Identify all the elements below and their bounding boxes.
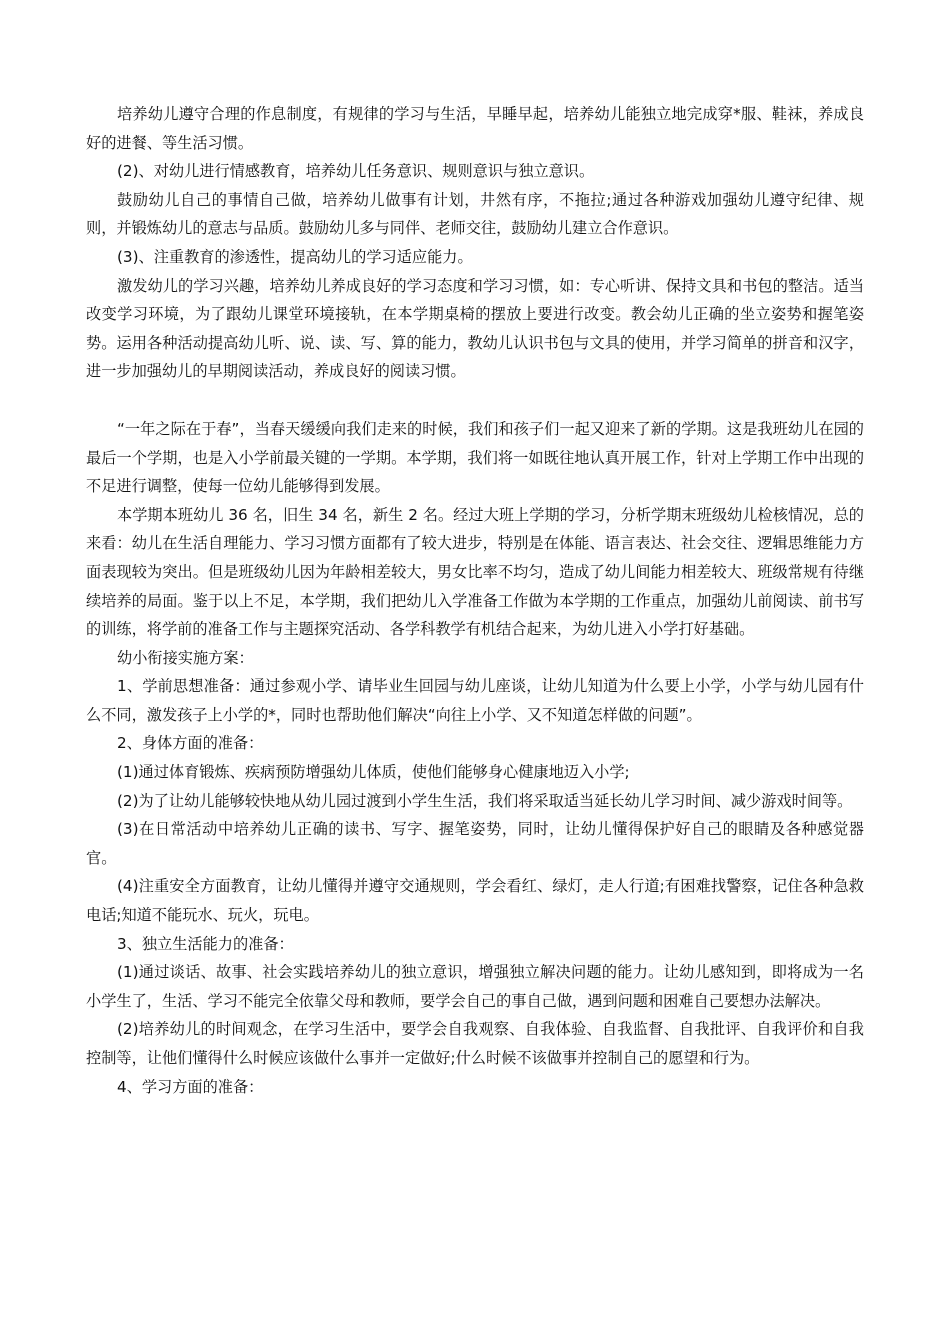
paragraph-learning-habits: 激发幼儿的学习兴趣，培养幼儿养成良好的学习态度和学习习惯，如：专心听讲、保持文具和书包的整洁。适当改变学习环境，为了跟幼儿课堂环境接轨，在本学期桌椅的摆放上要进行改变。教会幼儿正确的坐立姿势和握笔姿势。运用各种活动提高幼儿听、说、读、写、算的能力，教幼儿认识书包与文具的使用，并学习简单的拼音和汉字，进一步加强幼儿的早期阅读活动，养成良好的阅读习惯。 <box>86 276 864 381</box>
paragraph-spring-intro: “一年之际在于春”，当春天缓缓向我们走来的时候，我们和孩子们一起又迎来了新的学期。这是我班幼儿在园的最后一个学期，也是入小学前最关键的一学期。本学期，我们将一如既往地认真开展工作，针对上学期工作中出现的不足进行调整，使每一位幼儿能够得到发展。 <box>86 419 864 496</box>
section-gap <box>86 386 864 415</box>
paragraph-routine: 培养幼儿遵守合理的作息制度，有规律的学习与生活，早睡早起，培养幼儿能独立地完成穿*服、鞋袜，养成良好的进餐、等生活习惯。 <box>86 105 864 152</box>
paragraph-item-3-1: (1)通过谈话、故事、社会实践培养幼儿的独立意识，增强独立解决问题的能力。让幼儿感知到，即将成为一名小学生了，生活、学习不能完全依靠父母和教师，要学会自己的事自己做，遇到问题和困难自己要想办法解决。 <box>86 963 864 1010</box>
paragraph-item-3-2: (2)培养幼儿的时间观念，在学习生活中，要学会自我观察、自我体验、自我监督、自我批评、自我评价和自我控制等，让他们懂得什么时候应该做什么事并一定做好;什么时候不该做事并控制自己的愿望和行为。 <box>86 1020 864 1067</box>
paragraph-independence: 鼓励幼儿自己的事情自己做，培养幼儿做事有计划，井然有序，不拖拉;通过各种游戏加强幼儿遵守纪律、规则，并锻炼幼儿的意志与品质。鼓励幼儿多与同伴、老师交往，鼓励幼儿建立合作意识。 <box>86 190 864 238</box>
document-page <box>86 100 864 1101</box>
paragraph-item-1-mental: 1、学前思想准备：通过参观小学、请毕业生回园与幼儿座谈，让幼儿知道为什么要上小学，小学与幼儿园有什么不同，激发孩子上小学的*，同时也帮助他们解决“向往上小学、又不知道怎样做的问题”。 <box>86 677 864 724</box>
paragraph-item-2-2: (2)为了让幼儿能够较快地从幼儿园过渡到小学生生活，我们将采取适当延长幼儿学习时间、减少游戏时间等。 <box>117 791 853 810</box>
paragraph-item-2-physical: 2、身体方面的准备： <box>117 734 264 753</box>
paragraph-class-analysis: 本学期本班幼儿 36 名，旧生 34 名，新生 2 名。经过大班上学期的学习，分析学期末班级幼儿检核情况，总的来看：幼儿在生活自理能力、学习习惯方面都有了较大进步，特别是在体能、语言表达、社会交往、逻辑思维能力方面表现较为突出。但是班级幼儿因为年龄相差较大，男女比率不均匀，造成了幼儿间能力相差较大、班级常规有待继续培养的局面。鉴于以上不足，本学期，我们把幼儿入学准备工作做为本学期的工作重点，加强幼儿前阅读、前书写的训练，将学前的准备工作与主题探究活动、各学科教学有机结合起来，为幼儿进入小学打好基础。 <box>86 505 864 639</box>
paragraph-item-3-independence: 3、独立生活能力的准备： <box>117 934 294 953</box>
paragraph-item-2-1: (1)通过体育锻炼、疾病预防增强幼儿体质，使他们能够身心健康地迈入小学; <box>117 763 630 782</box>
paragraph-heading-emotional-education: (2)、对幼儿进行情感教育，培养幼儿任务意识、规则意识与独立意识。 <box>117 162 595 181</box>
paragraph-item-4-learning: 4、学习方面的准备： <box>117 1077 264 1096</box>
paragraph-heading-learning-adaptation: (3)、注重教育的渗透性，提高幼儿的学习适应能力。 <box>117 247 473 266</box>
paragraph-item-2-3: (3)在日常活动中培养幼儿正确的读书、写字、握笔姿势，同时，让幼儿懂得保护好自己的眼睛及各种感觉器官。 <box>86 820 864 867</box>
paragraph-item-2-4: (4)注重安全方面教育，让幼儿懂得并遵守交通规则，学会看红、绿灯，走人行道;有困难找警察，记住各种急救电话;知道不能玩水、玩火，玩电。 <box>86 877 864 925</box>
paragraph-plan-heading: 幼小衔接实施方案： <box>117 648 254 667</box>
